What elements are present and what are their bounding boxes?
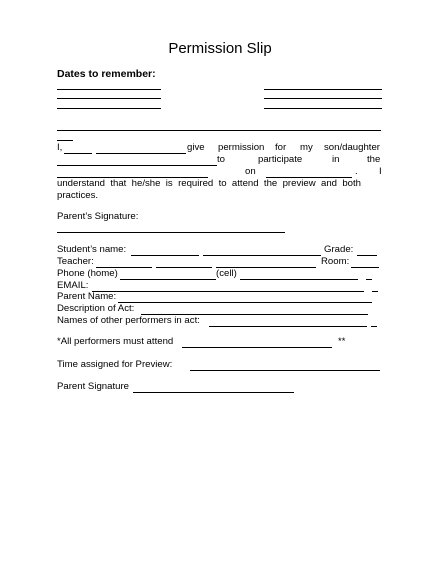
- cell-blank[interactable]: [240, 279, 358, 280]
- description-label: Description of Act:: [57, 303, 135, 314]
- para-the: the: [367, 154, 381, 165]
- email-label: EMAIL:: [57, 280, 89, 291]
- cell-label: (cell): [216, 268, 237, 279]
- email-blank[interactable]: [92, 291, 364, 292]
- short-blank-line[interactable]: [57, 140, 73, 141]
- long-blank-line[interactable]: [57, 130, 381, 131]
- performers-blank[interactable]: [209, 326, 367, 327]
- date-line-right-1[interactable]: [264, 89, 382, 90]
- para-for: for: [275, 142, 287, 153]
- para-on: on: [245, 166, 256, 177]
- students-name-blank-2[interactable]: [203, 255, 321, 256]
- parent-signature-bottom-line[interactable]: [133, 392, 294, 393]
- para-i: I,: [57, 142, 63, 153]
- all-performers-label: *All performers must attend: [57, 336, 174, 347]
- performers-label: Names of other performers in act:: [57, 315, 200, 326]
- para-son-daughter: son/daughter: [324, 142, 381, 153]
- time-assigned-blank[interactable]: [190, 370, 380, 371]
- para-give: give: [187, 142, 205, 153]
- para-understand: understand that he/she is required to attend the preview and both: [57, 178, 361, 189]
- para-practices: practices.: [57, 190, 99, 201]
- parent-name-blank[interactable]: [118, 302, 372, 303]
- para-period: .: [355, 166, 358, 177]
- dates-heading: Dates to remember:: [57, 68, 156, 80]
- page-title: Permission Slip: [168, 40, 272, 57]
- date-line-left-3[interactable]: [57, 108, 161, 109]
- email-blank-tail[interactable]: [372, 291, 378, 292]
- cell-blank-tail[interactable]: [366, 279, 372, 280]
- para-permission: permission: [218, 142, 265, 153]
- phone-home-label: Phone (home): [57, 268, 118, 279]
- double-star: **: [338, 336, 346, 347]
- teacher-blank-2[interactable]: [156, 267, 212, 268]
- date-line-right-3[interactable]: [264, 108, 382, 109]
- students-name-blank-1[interactable]: [131, 255, 199, 256]
- para-in: in: [332, 154, 340, 165]
- all-performers-blank[interactable]: [182, 347, 332, 348]
- parent-signature-bottom-label: Parent Signature: [57, 381, 129, 392]
- teacher-label: Teacher:: [57, 256, 94, 267]
- child-name-blank[interactable]: [57, 165, 217, 166]
- parent-signature-label: Parent’s Signature:: [57, 211, 139, 222]
- parent-signature-line[interactable]: [57, 232, 285, 233]
- students-name-label: Student’s name:: [57, 244, 127, 255]
- para-participate: participate: [258, 154, 303, 165]
- para-my: my: [300, 142, 313, 153]
- grade-blank[interactable]: [357, 255, 377, 256]
- date-line-left-1[interactable]: [57, 89, 161, 90]
- time-assigned-label: Time assigned for Preview:: [57, 359, 173, 370]
- date-line-right-2[interactable]: [264, 98, 382, 99]
- performers-blank-tail[interactable]: [371, 326, 377, 327]
- grade-label: Grade:: [324, 244, 354, 255]
- phone-home-blank[interactable]: [120, 279, 216, 280]
- date-line-left-2[interactable]: [57, 98, 161, 99]
- para-i-2: I: [379, 166, 382, 177]
- room-blank[interactable]: [351, 267, 379, 268]
- name-blank-a[interactable]: [64, 153, 92, 154]
- name-blank-b[interactable]: [96, 153, 186, 154]
- room-label: Room:: [321, 256, 350, 267]
- parent-name-label: Parent Name:: [57, 291, 117, 302]
- para-to: to: [217, 154, 226, 165]
